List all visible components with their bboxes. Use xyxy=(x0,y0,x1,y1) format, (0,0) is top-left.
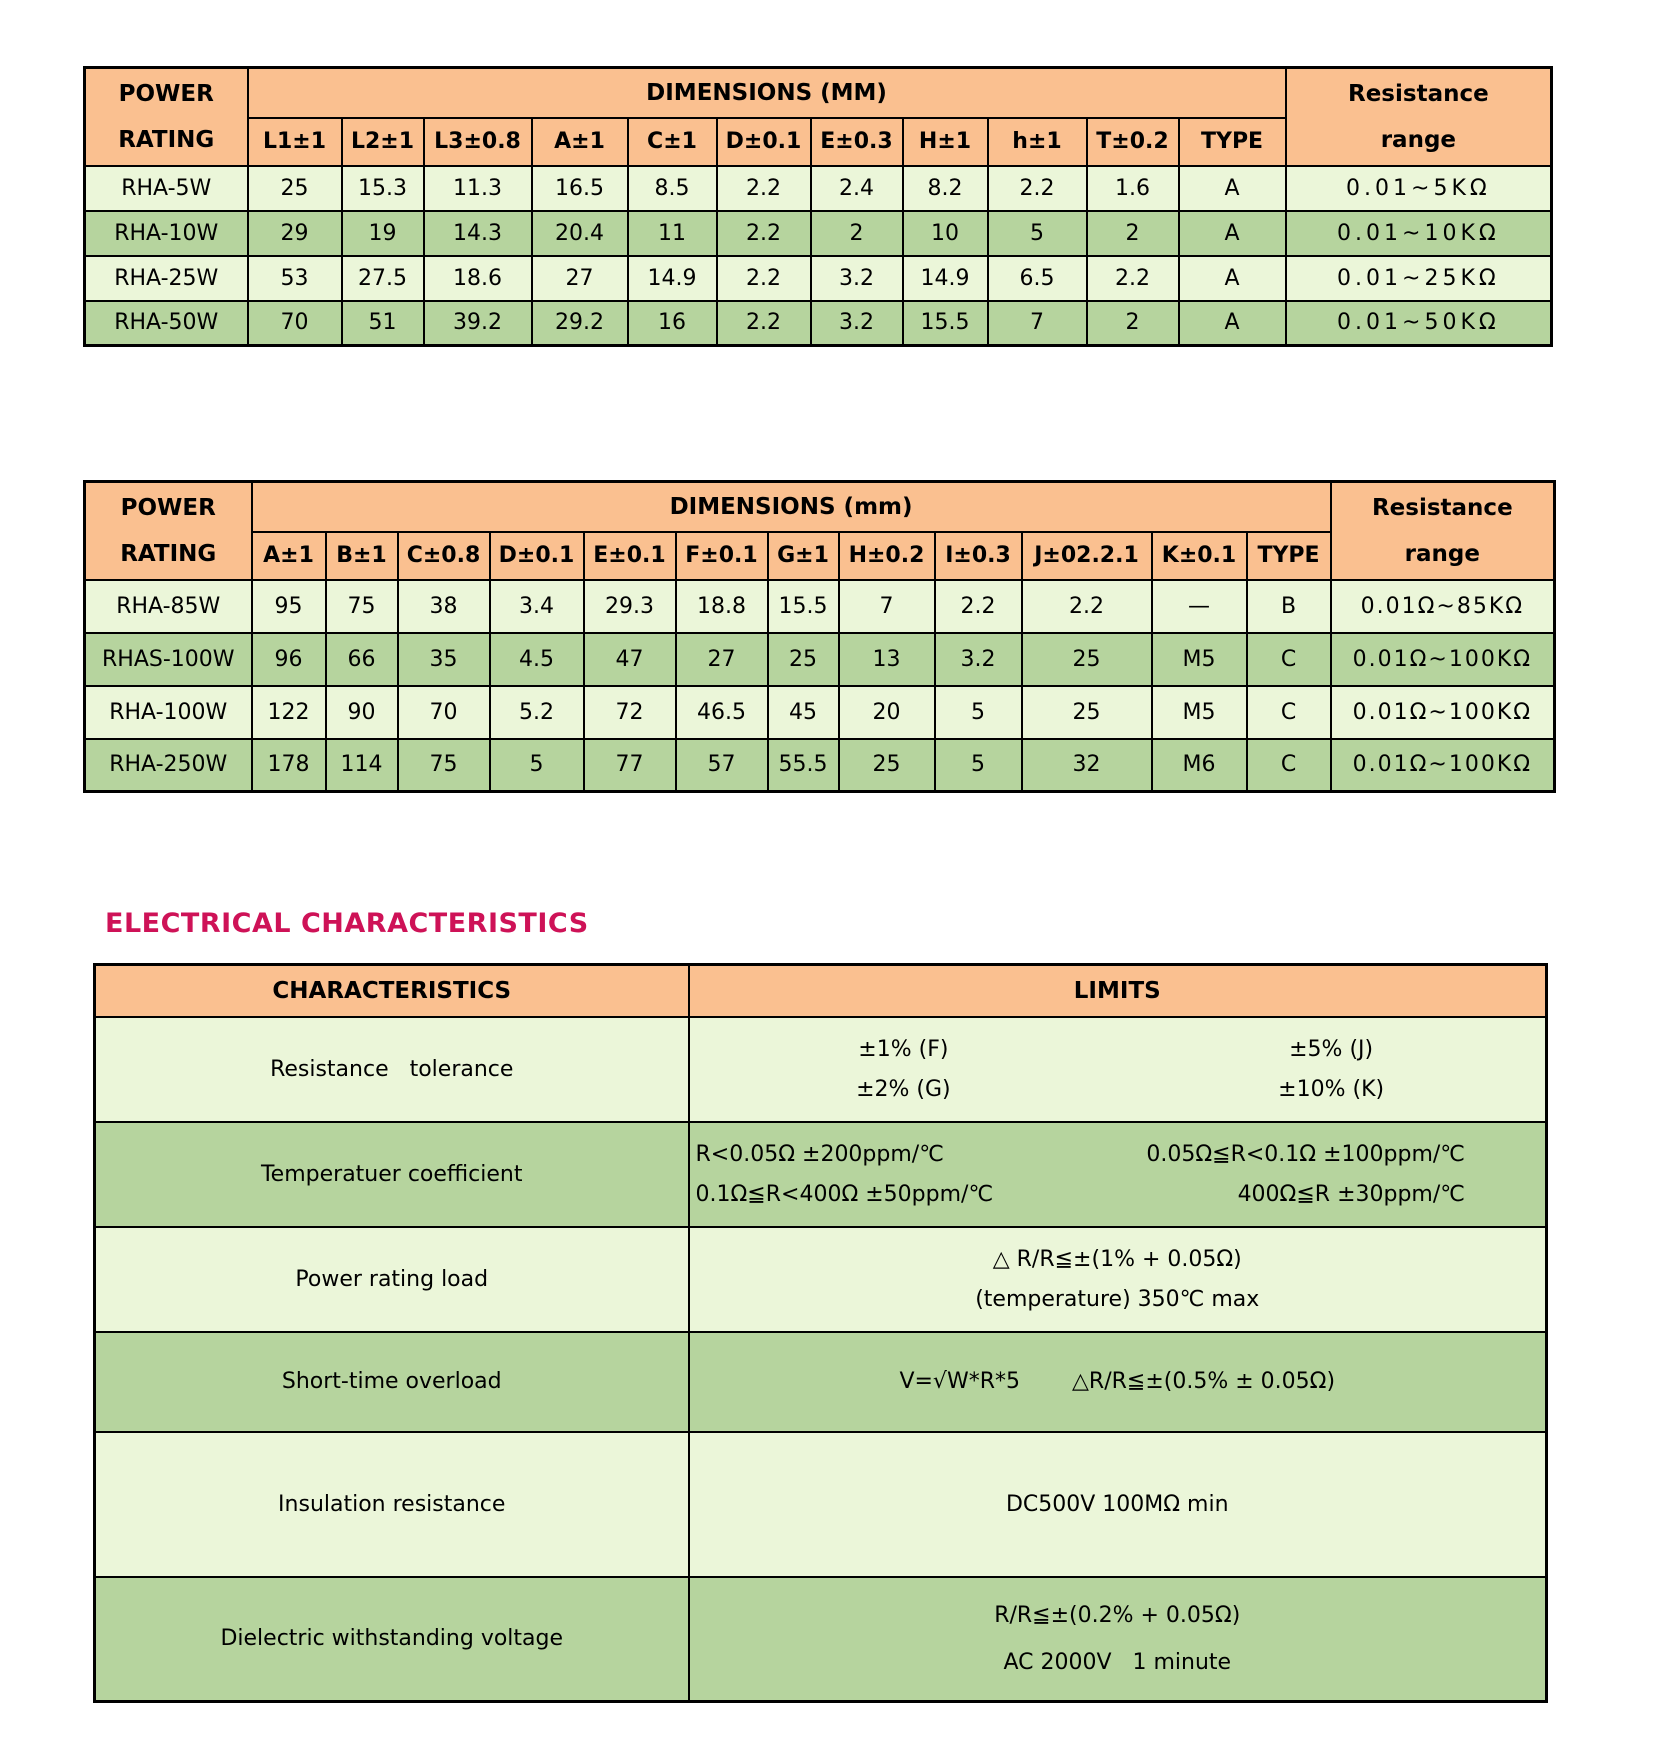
dimensions-header: DIMENSIONS (MM) xyxy=(248,68,1286,118)
limit-text: AC 2000V 1 minute xyxy=(1003,1649,1232,1675)
dimension-value-cell: 3.2 xyxy=(935,633,1022,686)
power-rating-header xyxy=(85,482,252,580)
limit-value xyxy=(689,1227,1547,1332)
characteristics-column-header: CHARACTERISTICS xyxy=(95,965,689,1017)
dimension-value-cell: 5 xyxy=(935,686,1022,739)
limit-line xyxy=(690,1603,1546,1628)
dimensions-table-type-bc xyxy=(83,480,1556,793)
column-header: B±1 xyxy=(326,532,398,580)
power-rating-header-line2: RATING xyxy=(118,126,215,153)
column-header: T±0.2 xyxy=(1087,118,1179,166)
limit-text: 400Ω≦R ±30ppm/℃ xyxy=(1237,1181,1465,1207)
dimension-value-cell: 5 xyxy=(490,739,584,792)
characteristics-row xyxy=(95,1122,1547,1227)
column-header: A±1 xyxy=(252,532,326,580)
characteristic-name: Short-time overload xyxy=(95,1332,689,1432)
limit-line xyxy=(690,1037,1546,1062)
dimension-value-cell: 32 xyxy=(1022,739,1152,792)
limit-text: 0.1Ω≦R<400Ω ±50ppm/℃ xyxy=(695,1181,994,1207)
dimension-value-cell: 25 xyxy=(1022,633,1152,686)
table-row xyxy=(85,166,1552,211)
dimension-value-cell: C xyxy=(1247,739,1331,792)
resistance-range-header xyxy=(1286,68,1552,166)
resistance-range-cell: 0.01Ω~100KΩ xyxy=(1331,633,1555,686)
dimension-value-cell: 70 xyxy=(398,686,490,739)
dimension-value-cell: 27 xyxy=(676,633,768,686)
dimension-value-cell: 122 xyxy=(252,686,326,739)
column-header: D±0.1 xyxy=(717,118,811,166)
power-rating-cell: RHA-10W xyxy=(85,211,248,256)
dimension-value-cell: 114 xyxy=(326,739,398,792)
power-rating-cell: RHA-85W xyxy=(85,580,252,633)
column-header: C±1 xyxy=(628,118,717,166)
characteristic-name: Power rating load xyxy=(95,1227,689,1332)
dimension-value-cell: A xyxy=(1179,211,1286,256)
dimension-value-cell: A xyxy=(1179,166,1286,211)
characteristics-row xyxy=(95,1577,1547,1702)
dimension-value-cell: 20 xyxy=(839,686,935,739)
dimension-value-cell: 47 xyxy=(584,633,676,686)
column-header: TYPE xyxy=(1179,118,1286,166)
column-header: L2±1 xyxy=(342,118,424,166)
dimension-value-cell: 178 xyxy=(252,739,326,792)
dimension-value-cell: 51 xyxy=(342,301,424,346)
dimensions-table-type-a xyxy=(83,66,1553,347)
dimension-value-cell: A xyxy=(1179,301,1286,346)
resistance-range-header xyxy=(1331,482,1555,580)
dimension-value-cell: 1.6 xyxy=(1087,166,1179,211)
dimension-value-cell: 53 xyxy=(248,256,342,301)
dimension-value-cell: 46.5 xyxy=(676,686,768,739)
limit-line xyxy=(690,1142,1546,1167)
resistance-range-cell: 0.01Ω~85KΩ xyxy=(1331,580,1555,633)
limit-value xyxy=(689,1122,1547,1227)
column-header: E±0.3 xyxy=(811,118,903,166)
dimension-value-cell: 96 xyxy=(252,633,326,686)
dimension-value-cell: 25 xyxy=(1022,686,1152,739)
limit-line xyxy=(690,1492,1546,1517)
section-title: ELECTRICAL CHARACTERISTICS xyxy=(105,908,589,939)
limit-text: DC500V 100MΩ min xyxy=(1005,1491,1229,1517)
power-rating-cell: RHA-100W xyxy=(85,686,252,739)
dimension-value-cell: 39.2 xyxy=(424,301,532,346)
limit-line xyxy=(690,1369,1546,1394)
power-rating-header-line1: POWER xyxy=(118,80,214,107)
dimension-value-cell: 66 xyxy=(326,633,398,686)
resistance-header-line2: range xyxy=(1404,540,1480,567)
dimension-value-cell: B xyxy=(1247,580,1331,633)
power-rating-header-line2: RATING xyxy=(120,540,217,567)
dimension-value-cell: 15.5 xyxy=(903,301,988,346)
dimension-value-cell: 2.2 xyxy=(988,166,1087,211)
table-row xyxy=(85,256,1552,301)
limit-text: V=√W*R*5 xyxy=(899,1369,1020,1394)
dimension-value-cell: 8.2 xyxy=(903,166,988,211)
dimension-value-cell: 2 xyxy=(811,211,903,256)
dimension-value-cell: 13 xyxy=(839,633,935,686)
dimension-value-cell: 8.5 xyxy=(628,166,717,211)
dimension-value-cell: 15.3 xyxy=(342,166,424,211)
limit-value xyxy=(689,1432,1547,1577)
dimension-value-cell: 25 xyxy=(768,633,839,686)
dimension-value-cell: 5.2 xyxy=(490,686,584,739)
dimension-value-cell: 70 xyxy=(248,301,342,346)
dimension-value-cell: 16 xyxy=(628,301,717,346)
dimension-value-cell: 20.4 xyxy=(532,211,628,256)
dimension-value-cell: 2.2 xyxy=(1022,580,1152,633)
limits-column-header: LIMITS xyxy=(689,965,1547,1017)
dimension-value-cell: 77 xyxy=(584,739,676,792)
dimension-value-cell: 16.5 xyxy=(532,166,628,211)
dimension-value-cell: 6.5 xyxy=(988,256,1087,301)
dimension-value-cell: 11 xyxy=(628,211,717,256)
table-row xyxy=(85,739,1555,792)
dimension-value-cell: 14.3 xyxy=(424,211,532,256)
dimension-value-cell: 25 xyxy=(248,166,342,211)
dimension-value-cell: 55.5 xyxy=(768,739,839,792)
limit-text: △ R/R≦±(1% + 0.05Ω) xyxy=(992,1246,1242,1272)
limit-value xyxy=(689,1017,1547,1122)
column-header: C±0.8 xyxy=(398,532,490,580)
resistance-header-line1: Resistance xyxy=(1348,80,1489,107)
dimension-value-cell: 2.2 xyxy=(717,211,811,256)
limit-line xyxy=(690,1077,1546,1102)
table-row xyxy=(85,301,1552,346)
dimension-value-cell: 10 xyxy=(903,211,988,256)
resistance-range-cell: 0.01~50KΩ xyxy=(1286,301,1552,346)
characteristic-name: Resistance tolerance xyxy=(95,1017,689,1122)
dimension-value-cell: 2.4 xyxy=(811,166,903,211)
dimension-value-cell: 3.2 xyxy=(811,256,903,301)
resistance-range-cell: 0.01~10KΩ xyxy=(1286,211,1552,256)
dimension-value-cell: 75 xyxy=(398,739,490,792)
power-rating-cell: RHAS-100W xyxy=(85,633,252,686)
dimension-value-cell: C xyxy=(1247,686,1331,739)
dimension-value-cell: 18.6 xyxy=(424,256,532,301)
table-row xyxy=(85,211,1552,256)
dimension-value-cell: 3.4 xyxy=(490,580,584,633)
dimension-value-cell: M5 xyxy=(1152,633,1247,686)
characteristics-row xyxy=(95,1432,1547,1577)
characteristic-name: Temperatuer coefficient xyxy=(95,1122,689,1227)
dimensions-header: DIMENSIONS (mm) xyxy=(252,482,1331,532)
limit-text: (temperature) 350℃ max xyxy=(975,1286,1260,1312)
dimension-value-cell: 35 xyxy=(398,633,490,686)
limit-text: R<0.05Ω ±200ppm/℃ xyxy=(695,1141,944,1167)
dimension-value-cell: 11.3 xyxy=(424,166,532,211)
resistance-range-cell: 0.01~5KΩ xyxy=(1286,166,1552,211)
dimension-value-cell: 14.9 xyxy=(903,256,988,301)
column-header: K±0.1 xyxy=(1152,532,1247,580)
dimension-value-cell: 75 xyxy=(326,580,398,633)
dimension-value-cell: 7 xyxy=(988,301,1087,346)
table-row xyxy=(85,633,1555,686)
dimension-value-cell: 7 xyxy=(839,580,935,633)
dimension-value-cell: 25 xyxy=(839,739,935,792)
column-header: L1±1 xyxy=(248,118,342,166)
limit-text: ±1% (F) xyxy=(858,1036,949,1062)
dimension-value-cell: 4.5 xyxy=(490,633,584,686)
limit-value xyxy=(689,1577,1547,1702)
resistance-header-line1: Resistance xyxy=(1371,494,1513,521)
resistance-range-cell: 0.01Ω~100KΩ xyxy=(1331,686,1555,739)
dimension-value-cell: 29.2 xyxy=(532,301,628,346)
dimension-value-cell: 2.2 xyxy=(1087,256,1179,301)
resistance-range-cell: 0.01~25KΩ xyxy=(1286,256,1552,301)
dimension-value-cell: 5 xyxy=(935,739,1022,792)
limit-text: 0.05Ω≦R<0.1Ω ±100ppm/℃ xyxy=(1146,1141,1465,1167)
dimension-value-cell: 27.5 xyxy=(342,256,424,301)
dimension-value-cell: 19 xyxy=(342,211,424,256)
dimension-value-cell: 3.2 xyxy=(811,301,903,346)
dimension-value-cell: 72 xyxy=(584,686,676,739)
limit-text: ±2% (G) xyxy=(856,1076,951,1102)
resistance-range-cell: 0.01Ω~100KΩ xyxy=(1331,739,1555,792)
dimension-value-cell: C xyxy=(1247,633,1331,686)
column-header: TYPE xyxy=(1247,532,1331,580)
column-header: H±1 xyxy=(903,118,988,166)
limit-value xyxy=(689,1332,1547,1432)
dimension-value-cell: 2.2 xyxy=(717,301,811,346)
column-header: h±1 xyxy=(988,118,1087,166)
dimension-value-cell: 57 xyxy=(676,739,768,792)
dimension-value-cell: 45 xyxy=(768,686,839,739)
electrical-characteristics-table xyxy=(93,963,1548,1703)
characteristic-name: Insulation resistance xyxy=(95,1432,689,1577)
dimension-value-cell: 2.2 xyxy=(717,166,811,211)
power-rating-cell: RHA-25W xyxy=(85,256,248,301)
dimension-value-cell: M6 xyxy=(1152,739,1247,792)
column-header: G±1 xyxy=(768,532,839,580)
characteristics-row xyxy=(95,1227,1547,1332)
power-rating-header xyxy=(85,68,248,166)
power-rating-cell: RHA-50W xyxy=(85,301,248,346)
dimension-value-cell: — xyxy=(1152,580,1247,633)
dimension-value-cell: 5 xyxy=(988,211,1087,256)
dimension-value-cell: 15.5 xyxy=(768,580,839,633)
power-rating-cell: RHA-5W xyxy=(85,166,248,211)
dimension-value-cell: 2.2 xyxy=(935,580,1022,633)
dimension-value-cell: 29.3 xyxy=(584,580,676,633)
column-header: A±1 xyxy=(532,118,628,166)
dimension-value-cell: 38 xyxy=(398,580,490,633)
limit-text: ±5% (J) xyxy=(1289,1036,1374,1062)
dimension-value-cell: 14.9 xyxy=(628,256,717,301)
limit-text: R/R≦±(0.2% + 0.05Ω) xyxy=(994,1602,1241,1628)
column-header: J±02.2.1 xyxy=(1022,532,1152,580)
resistance-header-line2: range xyxy=(1380,126,1457,153)
power-rating-header-line1: POWER xyxy=(120,494,216,521)
column-header: H±0.2 xyxy=(839,532,935,580)
dimension-value-cell: 29 xyxy=(248,211,342,256)
column-header: F±0.1 xyxy=(676,532,768,580)
table-row xyxy=(85,580,1555,633)
column-header: D±0.1 xyxy=(490,532,584,580)
dimension-value-cell: 90 xyxy=(326,686,398,739)
limit-line xyxy=(690,1287,1546,1312)
column-header: E±0.1 xyxy=(584,532,676,580)
dimension-value-cell: 27 xyxy=(532,256,628,301)
power-rating-cell: RHA-250W xyxy=(85,739,252,792)
dimension-value-cell: 2 xyxy=(1087,211,1179,256)
dimension-value-cell: A xyxy=(1179,256,1286,301)
column-header: I±0.3 xyxy=(935,532,1022,580)
dimension-value-cell: 18.8 xyxy=(676,580,768,633)
limit-line xyxy=(690,1650,1546,1675)
column-header: L3±0.8 xyxy=(424,118,532,166)
characteristics-row xyxy=(95,1017,1547,1122)
dimension-value-cell: 2 xyxy=(1087,301,1179,346)
characteristics-row xyxy=(95,1332,1547,1432)
dimension-value-cell: 2.2 xyxy=(717,256,811,301)
limit-line xyxy=(690,1182,1546,1207)
limit-line xyxy=(690,1247,1546,1272)
dimension-value-cell: M5 xyxy=(1152,686,1247,739)
dimension-value-cell: 95 xyxy=(252,580,326,633)
limit-text: △R/R≦±(0.5% ± 0.05Ω) xyxy=(1072,1369,1336,1394)
limit-text: ±10% (K) xyxy=(1278,1076,1385,1102)
table-row xyxy=(85,686,1555,739)
characteristic-name: Dielectric withstanding voltage xyxy=(95,1577,689,1702)
